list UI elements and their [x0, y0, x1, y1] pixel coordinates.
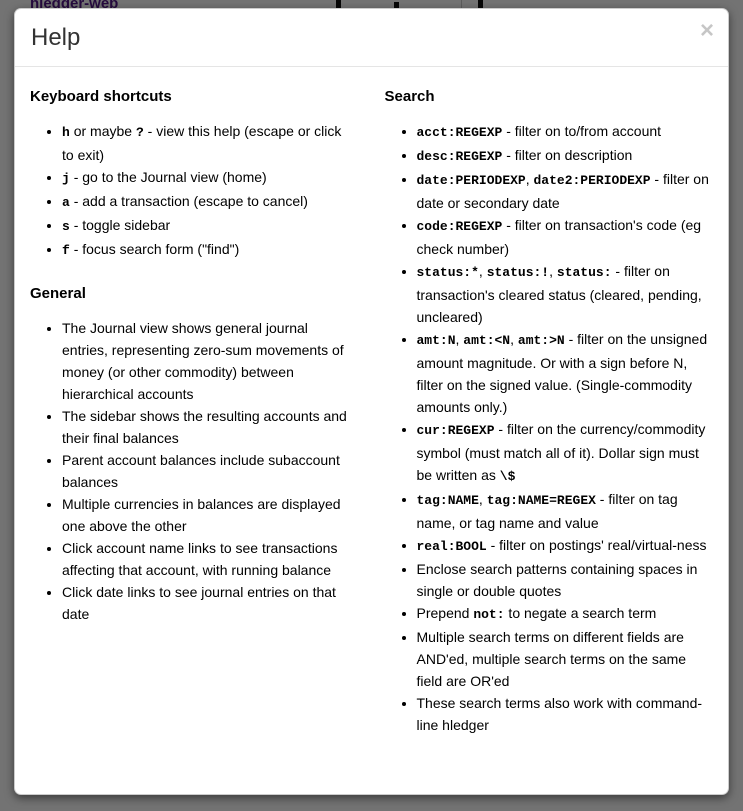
help-list-item: • h or maybe ? - view this help (escape or click to exit) — [62, 120, 356, 166]
help-list-item: • The sidebar shows the resulting accounts and their final balances — [62, 405, 356, 449]
help-list-item: • Click date links to see journal entries on that date — [62, 581, 356, 625]
help-list-item: • f - focus search form ("find") — [62, 238, 356, 262]
inline-code: s — [62, 219, 70, 234]
help-modal-title: Help — [31, 24, 81, 51]
help-list-item: • s - toggle sidebar — [62, 214, 356, 238]
inline-code: desc:REGEXP — [416, 149, 503, 164]
help-list-item: • Multiple search terms on different fields are AND'ed, multiple search terms on the same field are OR'ed — [417, 626, 714, 692]
inline-code: date2:PERIODEXP — [533, 173, 651, 188]
help-list — [385, 120, 714, 736]
help-list — [30, 120, 356, 262]
help-list-item: • status:*, status:!, status: - filter on transaction's cleared status (cleared, pending, uncleared) — [417, 260, 714, 328]
help-column-left — [30, 82, 372, 750]
inline-code: h — [62, 125, 70, 140]
help-list-item: • Multiple currencies in balances are displayed one above the other — [62, 493, 356, 537]
inline-code: tag:NAME=REGEX — [486, 493, 596, 508]
inline-code: date:PERIODEXP — [416, 173, 526, 188]
inline-code: status:! — [486, 265, 550, 280]
help-list-item: • The Journal view shows general journal entries, representing zero-sum movements of money (or other commodity) between hierarchical accounts — [62, 317, 356, 405]
inline-code: amt:<N — [463, 333, 511, 348]
inline-code: f — [62, 243, 70, 258]
help-modal-header — [15, 9, 728, 67]
help-modal-body — [15, 67, 728, 780]
inline-code: tag:NAME — [416, 493, 479, 508]
help-list — [30, 317, 356, 625]
inline-code: status:* — [416, 265, 479, 280]
close-icon[interactable]: × — [699, 17, 714, 44]
help-list-item: • amt:N, amt:<N, amt:>N - filter on the unsigned amount magnitude. Or with a sign before N, filter on the signed value. (Single-commodity amounts only.) — [417, 328, 714, 418]
inline-code: acct:REGEXP — [416, 125, 503, 140]
inline-code: amt:N — [416, 333, 456, 348]
help-list-item: • Parent account balances include subaccount balances — [62, 449, 356, 493]
inline-code: not: — [473, 607, 505, 622]
inline-code: status: — [556, 265, 612, 280]
section-heading: General — [30, 285, 86, 302]
section-heading: Search — [384, 88, 435, 105]
help-list-item: • code:REGEXP - filter on transaction's code (eg check number) — [417, 214, 714, 260]
help-list-item: • real:BOOL - filter on postings' real/virtual-ness — [417, 534, 714, 558]
help-modal — [14, 8, 729, 795]
inline-code: a — [62, 195, 70, 210]
inline-code: \$ — [499, 469, 516, 484]
help-list-item: • Prepend not: to negate a search term — [417, 602, 714, 626]
help-list-item: • a - add a transaction (escape to cancel) — [62, 190, 356, 214]
help-list-item: • These search terms also work with command-line hledger — [417, 692, 714, 736]
inline-code: j — [62, 171, 70, 186]
help-list-item: • Enclose search patterns containing spaces in single or double quotes — [417, 558, 714, 602]
help-list-item: • desc:REGEXP - filter on description — [417, 144, 714, 168]
inline-code: code:REGEXP — [416, 219, 503, 234]
help-column-right — [372, 82, 714, 750]
section-heading: Keyboard shortcuts — [30, 88, 172, 105]
help-list-item: • date:PERIODEXP, date2:PERIODEXP - filter on date or secondary date — [417, 168, 714, 214]
help-list-item: • cur:REGEXP - filter on the currency/commodity symbol (must match all of it). Dollar sign must be written as \$ — [417, 418, 714, 488]
help-list-item: • Click account name links to see transactions affecting that account, with running balance — [62, 537, 356, 581]
inline-code: amt:>N — [517, 333, 565, 348]
inline-code: real:BOOL — [416, 539, 487, 554]
inline-code: ? — [135, 125, 144, 140]
inline-code: cur:REGEXP — [416, 423, 495, 438]
help-list-item: • j - go to the Journal view (home) — [62, 166, 356, 190]
help-list-item: • tag:NAME, tag:NAME=REGEX - filter on tag name, or tag name and value — [417, 488, 714, 534]
help-list-item: • acct:REGEXP - filter on to/from account — [417, 120, 714, 144]
